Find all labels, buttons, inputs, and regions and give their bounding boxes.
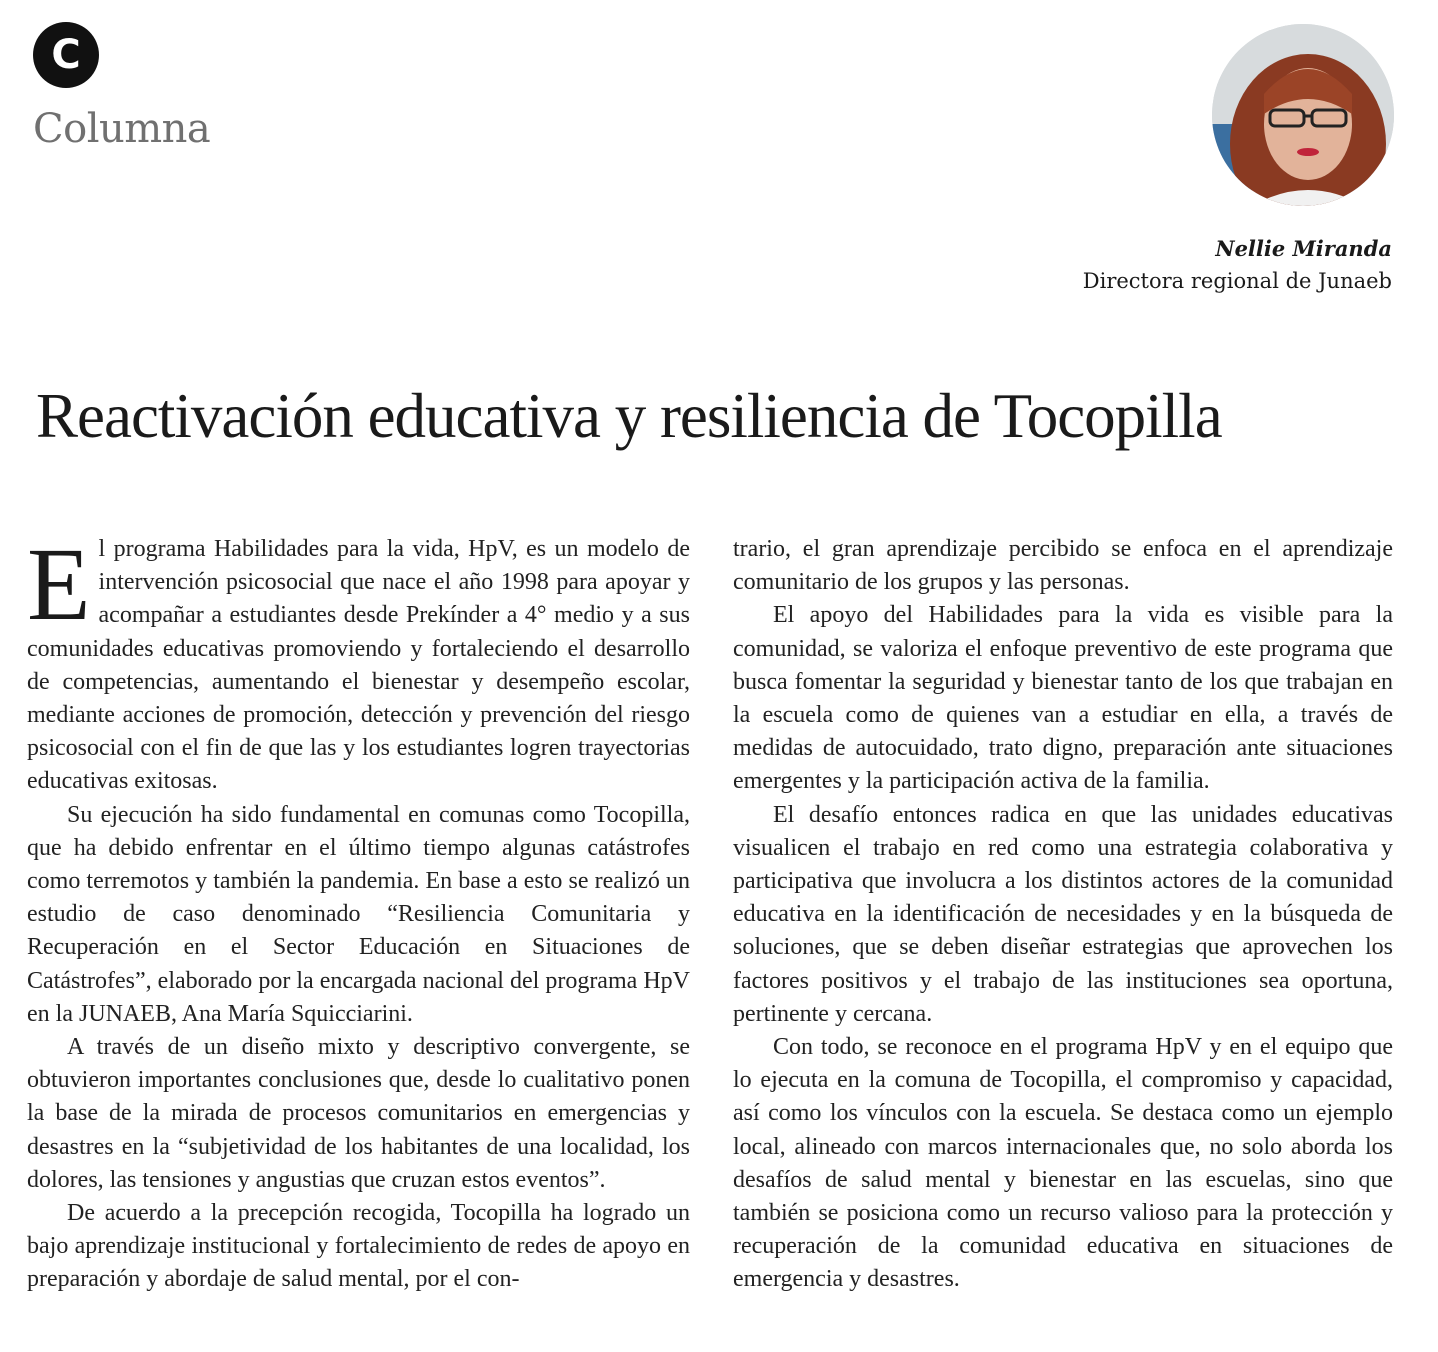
article-title: Reactivación educativa y resiliencia de Tocopilla xyxy=(36,381,1222,451)
section-label: Columna xyxy=(33,106,211,152)
article-paragraph xyxy=(27,527,690,799)
author-portrait-icon xyxy=(1212,24,1394,206)
article-column-left xyxy=(27,527,690,1297)
article-paragraph: El apoyo del Habilidades para la vida es visible para la comunidad, se valoriza el enfoque preventivo de este programa que busca fomentar la seguridad y bienestar tanto de los que trabajan en la escuela como de quienes van a estudiar en ella, a través de medidas de autocuidado, trato digno, preparación ante situaciones emergentes y la participación activa de la familia. xyxy=(733,602,1393,795)
article-paragraph: El desafío entonces radica en que las unidades educativas visualicen el trabajo en red como una estrategia colaborativa y participativa que involucra a los distintos actores de la comunidad educativa en la identificación de necesidades y en la búsqueda de soluciones, que se deben diseñar estrategias que aprovechen los factores positivos y el trabajo de las instituciones sea oportuna, pertinente y cercana. xyxy=(733,801,1393,1027)
paragraph-text: l programa Habilidades para la vida, HpV, es un modelo de intervención psicosocial que nace el año 1998 para apoyar y acompañar a estudiantes desde Prekínder a 4° medio y a sus comunidades educativas promoviendo y fortaleciendo el desarrollo de competencias, aumentando el bienestar y desempeño escolar, mediante acciones de promoción, detección y prevención del riesgo psicosocial con el fin de que las y los estudiantes logren trayectorias educativas exitosas. xyxy=(27,536,690,795)
author-photo xyxy=(1212,24,1394,206)
author-role: Directora regional de Junaeb xyxy=(1082,269,1392,293)
article-paragraph: Su ejecución ha sido fundamental en comunas como Tocopilla, que ha debido enfrentar en el último tiempo algunas catástrofes como terremotos y también la pandemia. En base a esto se realizó un estudio de caso denominado “Resiliencia Comunitaria y Recuperación en el Sector Educación en Situaciones de Catástrofes”, elaborado por la encargada nacional del programa HpV en la JUNAEB, Ana María Squicciarini. xyxy=(27,801,690,1027)
article-paragraph: Con todo, se reconoce en el programa HpV y en el equipo que lo ejecuta en la comuna de Tocopilla, el compromiso y capacidad, así como los vínculos con la escuela. Se destaca como un ejemplo local, alineado con marcos internacionales que, no solo aborda los desafíos de salud mental y bienestar en las escuelas, sino que también se posiciona como un recurso valioso para la protección y recuperación de la comunidad educativa en situaciones de emergencia y desastres. xyxy=(733,1034,1393,1293)
article-paragraph: trario, el gran aprendizaje percibido se enfoca en el aprendizaje comunitario de los grupos y las personas. xyxy=(733,536,1393,596)
article-column-right xyxy=(733,533,1393,1297)
article-paragraph: De acuerdo a la precepción recogida, Tocopilla ha logrado un bajo aprendizaje institucional y fortalecimiento de redes de apoyo en preparación y abordaje de salud mental, por el con- xyxy=(27,1200,690,1293)
article-paragraph: A través de un diseño mixto y descriptivo convergente, se obtuvieron importantes conclusiones que, desde lo cualitativo ponen la base de la mirada de procesos comunitarios en emergencias y desastres en la “subjetividad de los habitantes de una localidad, los dolores, las tensiones y angustias que cruzan estos eventos”. xyxy=(27,1034,690,1193)
badge-letter: C xyxy=(51,32,81,78)
column-badge xyxy=(33,22,99,88)
drop-cap: E xyxy=(27,527,91,642)
author-name: Nellie Miranda xyxy=(1215,236,1392,261)
